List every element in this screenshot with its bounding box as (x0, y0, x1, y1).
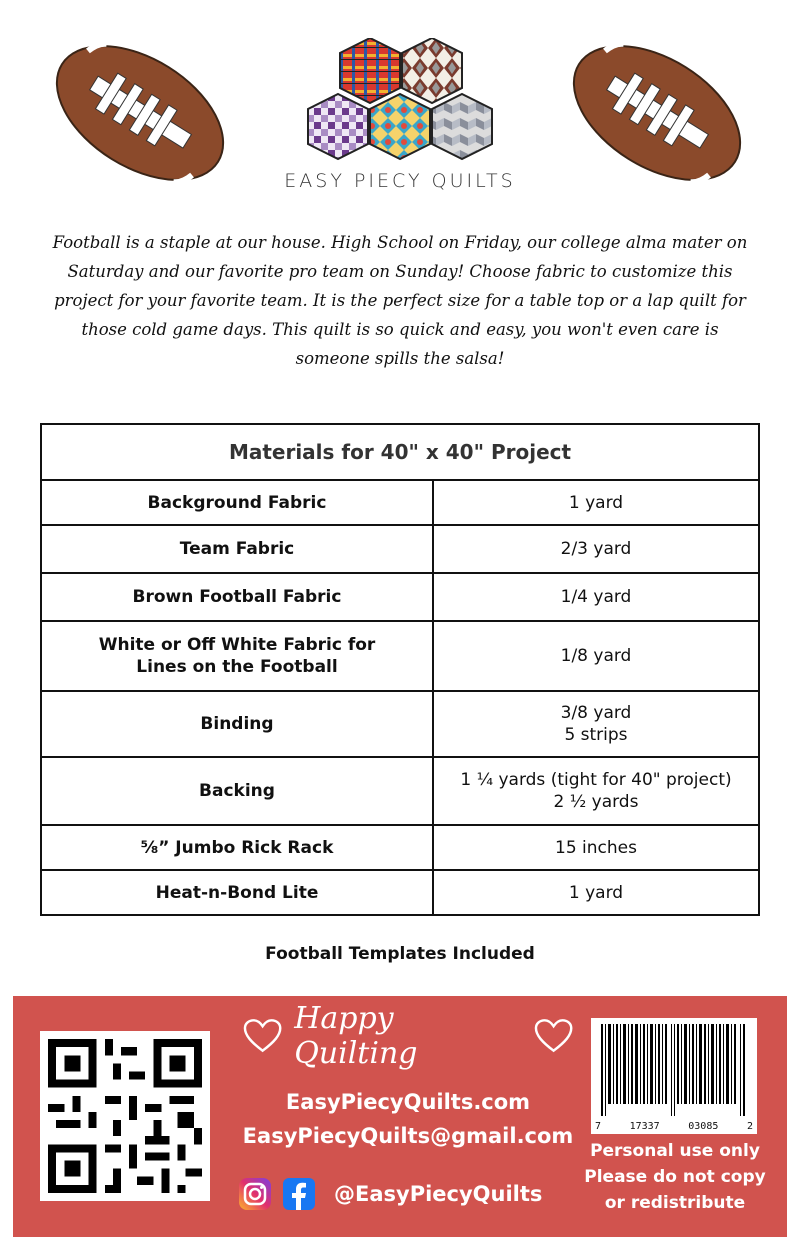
material-quantity-line: 2/3 yard (560, 539, 632, 559)
material-quantity-line: 15 inches (555, 837, 637, 858)
intro-line: someone spills the salsa! (295, 349, 505, 368)
material-quantity-line: 3/8 yard (560, 703, 632, 723)
website-link[interactable]: EasyPiecyQuilts.com (285, 1090, 531, 1114)
usage-line: or redistribute (604, 1193, 746, 1213)
material-name-line: Binding (200, 714, 274, 734)
materials-table (40, 423, 760, 916)
material-name (41, 621, 433, 691)
material-name-line: Team Fabric (179, 539, 295, 559)
material-name-line: Background Fabric (147, 492, 327, 513)
barcode-digit-group: 03085 (688, 1121, 719, 1132)
material-name-line: ⅝” Jumbo Rick Rack (140, 837, 334, 858)
intro-line: Football is a staple at our house. High School on Friday, our college alma mater on (52, 233, 748, 252)
material-name-line: Backing (199, 781, 275, 801)
table-row (41, 525, 759, 573)
barcode-digit-group: 2 (746, 1121, 753, 1132)
barcode-digit-group: 7 (595, 1121, 602, 1132)
barcode-digit-group: 17337 (629, 1121, 660, 1132)
intro-line: those cold game days. This quilt is so quick and easy, you won't even care is (81, 320, 719, 339)
table-row (41, 573, 759, 621)
social-handle[interactable]: @EasyPiecyQuilts (334, 1182, 543, 1206)
table-row (41, 480, 759, 525)
heart-outline-icon (243, 1018, 282, 1054)
usage-line: Personal use only (590, 1141, 760, 1161)
intro-line: Saturday and our favorite pro team on Sunday! Choose fabric to customize this (67, 262, 733, 281)
footer-banner (13, 996, 787, 1237)
email-link[interactable]: EasyPiecyQuilts@gmail.com (242, 1124, 574, 1148)
happy-quilting-text: Happy Quilting (294, 1001, 418, 1071)
material-name (41, 757, 433, 825)
table-row (41, 757, 759, 825)
material-quantity-line: 1/8 yard (560, 646, 632, 666)
material-quantity-line: 1 yard (568, 882, 624, 903)
material-name-line: White or Off White Fabric for (98, 635, 376, 655)
material-name (41, 691, 433, 757)
material-quantity (433, 573, 759, 621)
material-name-line: Brown Football Fabric (132, 587, 342, 607)
material-name (41, 480, 433, 525)
templates-note: Football Templates Included (265, 944, 535, 964)
table-row (41, 691, 759, 757)
material-quantity-line: 5 strips (564, 725, 628, 745)
table-row (41, 825, 759, 870)
material-quantity (433, 525, 759, 573)
brand-name: EASY PIECY QUILTS (284, 170, 516, 192)
social-links (238, 1176, 542, 1212)
instagram-icon[interactable] (238, 1177, 272, 1211)
material-name (41, 825, 433, 870)
material-quantity-line: 1 yard (568, 492, 624, 513)
material-name-line: Heat-n-Bond Lite (155, 882, 319, 903)
material-name (41, 870, 433, 915)
materials-title: Materials for 40" x 40" Project (41, 424, 759, 480)
material-quantity (433, 480, 759, 525)
usage-notice (575, 1138, 775, 1216)
material-quantity (433, 825, 759, 870)
happy-quilting-heading (243, 1001, 573, 1071)
material-quantity (433, 691, 759, 757)
table-row (41, 621, 759, 691)
material-quantity (433, 757, 759, 825)
football-icon (562, 36, 752, 191)
material-quantity-line: 2 ½ yards (553, 792, 639, 812)
facebook-icon[interactable] (282, 1177, 316, 1211)
table-row (41, 870, 759, 915)
football-icon (45, 36, 235, 191)
heart-outline-icon (534, 1018, 573, 1054)
material-quantity-line: 1/4 yard (560, 587, 632, 607)
material-name (41, 525, 433, 573)
usage-line: Please do not copy (584, 1167, 766, 1187)
qr-code[interactable] (40, 1031, 210, 1201)
material-name (41, 573, 433, 621)
material-quantity (433, 621, 759, 691)
material-quantity (433, 870, 759, 915)
intro-paragraph (50, 228, 750, 373)
intro-line: project for your favorite team. It is the perfect size for a table top or a lap quilt for (54, 291, 746, 310)
material-name-line: Lines on the Football (136, 657, 338, 677)
barcode (591, 1018, 757, 1134)
barcode-digits (591, 1121, 757, 1132)
material-quantity-line: 1 ¼ yards (tight for 40" project) (460, 770, 732, 790)
